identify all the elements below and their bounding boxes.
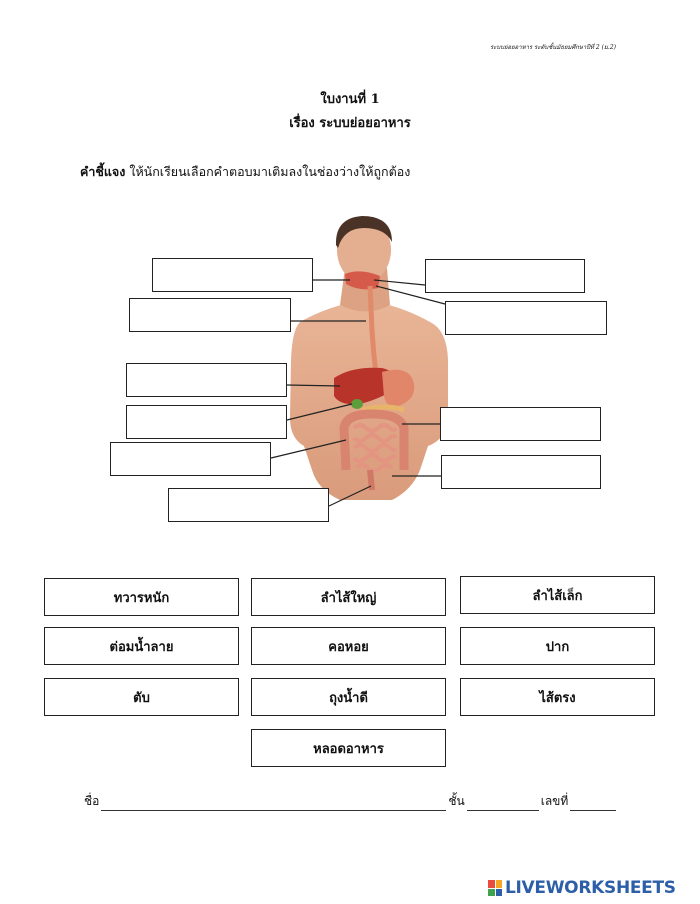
- class-field[interactable]: [467, 797, 539, 811]
- word-liver[interactable]: ตับ: [44, 678, 239, 716]
- word-pharynx[interactable]: คอหอย: [251, 627, 446, 665]
- number-field[interactable]: [570, 797, 616, 811]
- worksheet-subtitle: เรื่อง ระบบย่อยอาหาร: [289, 116, 411, 131]
- liveworksheets-logo[interactable]: [488, 878, 676, 898]
- header-note: ระบบย่อยอาหาร ระดับชั้นมัธยมศึกษาปีที่ 2 (ม.2): [489, 44, 616, 51]
- logo-text: LIVEWORKSHEETS: [505, 878, 676, 898]
- liveworksheets-logo-icon: [488, 880, 502, 896]
- answer-box-10[interactable]: [168, 488, 329, 522]
- gallbladder-shape: [351, 399, 363, 409]
- word-rectum[interactable]: ไส้ตรง: [460, 678, 655, 716]
- student-info-line: [84, 792, 618, 811]
- name-field[interactable]: [101, 797, 446, 811]
- instruction-text: ให้นักเรียนเลือกคำตอบมาเติมลงในช่องว่างให้ถูกต้อง: [129, 164, 411, 179]
- answer-box-6[interactable]: [126, 405, 287, 439]
- answer-box-4[interactable]: [445, 301, 607, 335]
- answer-box-5[interactable]: [126, 363, 287, 397]
- word-anus[interactable]: ทวารหนัก: [44, 578, 239, 616]
- number-label: เลขที่: [540, 794, 569, 808]
- rectum-shape: [370, 470, 372, 490]
- answer-box-3[interactable]: [129, 298, 291, 332]
- answer-box-8[interactable]: [110, 442, 271, 476]
- answer-box-7[interactable]: [440, 407, 601, 441]
- word-small-intestine[interactable]: ลำไส้เล็ก: [460, 576, 655, 614]
- name-label: ชื่อ: [84, 794, 100, 808]
- word-large-intestine[interactable]: ลำไส้ใหญ่: [251, 578, 446, 616]
- answer-box-2[interactable]: [425, 259, 585, 293]
- word-esophagus[interactable]: หลอดอาหาร: [251, 729, 446, 767]
- answer-box-1[interactable]: [152, 258, 313, 292]
- class-label: ชั้น: [448, 794, 465, 808]
- instruction-label: คำชี้แจง: [80, 164, 126, 179]
- word-salivary-gland[interactable]: ต่อมน้ำลาย: [44, 627, 239, 665]
- word-mouth[interactable]: ปาก: [460, 627, 655, 665]
- word-gallbladder[interactable]: ถุงน้ำดี: [251, 678, 446, 716]
- worksheet-title: ใบงานที่ 1: [320, 92, 380, 107]
- answer-box-9[interactable]: [441, 455, 601, 489]
